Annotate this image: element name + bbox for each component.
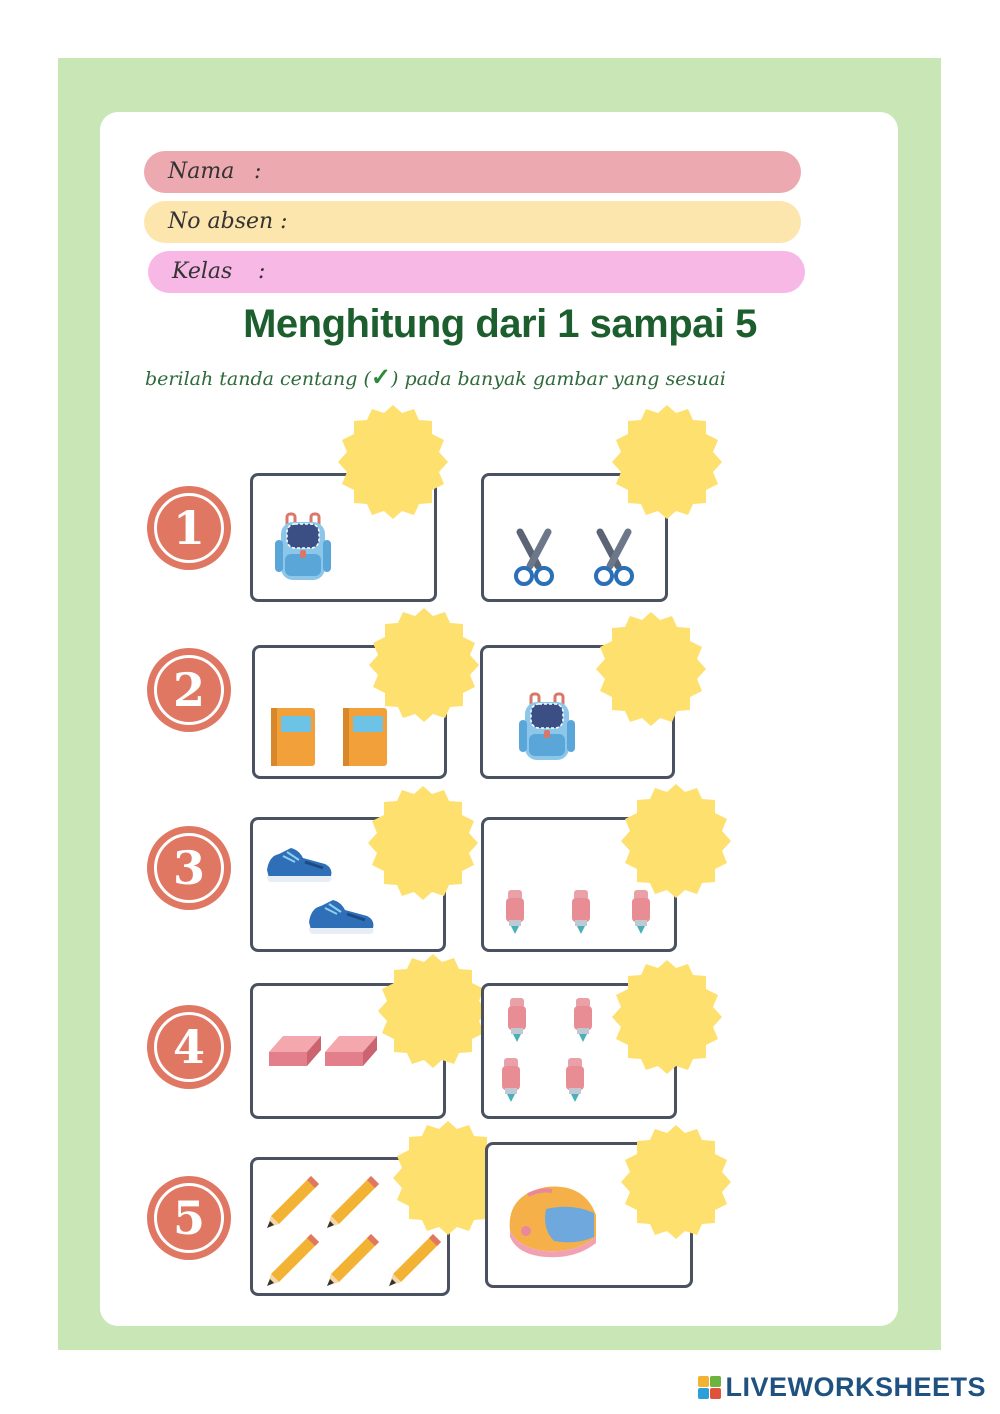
scissors-icon <box>508 528 560 586</box>
logo-mark-icon <box>698 1376 721 1399</box>
check-circle-3-right[interactable] <box>617 782 735 900</box>
check-circle-3-left[interactable] <box>364 784 482 902</box>
number-badge-5 <box>147 1176 231 1260</box>
check-circle-2-left[interactable] <box>365 606 483 724</box>
marker-icon <box>564 1058 586 1104</box>
number-badge-2 <box>147 648 231 732</box>
book-icon <box>269 704 317 768</box>
number-label: 4 <box>154 1012 224 1082</box>
helmet-icon <box>506 1179 600 1261</box>
check-circle-1-right[interactable] <box>608 403 726 521</box>
marker-icon <box>504 890 526 936</box>
liveworksheets-logo[interactable] <box>698 1372 986 1403</box>
check-circle-5-right[interactable] <box>617 1123 735 1241</box>
pencil-icon <box>265 1232 321 1288</box>
marker-icon <box>506 998 528 1044</box>
pencil-icon <box>265 1174 321 1230</box>
number-label: 1 <box>154 493 224 563</box>
eraser-icon <box>263 1030 325 1070</box>
pencil-icon <box>387 1232 443 1288</box>
instruction-after: ) pada banyak gambar yang sesuai <box>391 368 726 390</box>
marker-icon <box>572 998 594 1044</box>
check-circle-2-right[interactable] <box>592 610 710 728</box>
number-badge-3 <box>147 826 231 910</box>
kelas-colon: : <box>258 259 266 284</box>
page-title: Menghitung dari 1 sampai 5 <box>243 302 757 346</box>
kelas-label: Kelas <box>172 259 233 284</box>
kelas-field[interactable] <box>148 251 805 293</box>
pencil-icon <box>325 1174 381 1230</box>
check-circle-4-left[interactable] <box>374 952 492 1070</box>
number-badge-1 <box>147 486 231 570</box>
number-badge-4 <box>147 1005 231 1089</box>
instruction-text <box>145 362 785 391</box>
backpack-icon <box>517 690 577 766</box>
nama-field[interactable] <box>144 151 801 193</box>
marker-icon <box>500 1058 522 1104</box>
nama-label: Nama <box>168 159 235 184</box>
sneaker-icon <box>265 840 335 884</box>
pencil-icon <box>325 1232 381 1288</box>
instruction-before: berilah tanda centang ( <box>145 368 371 390</box>
backpack-icon <box>273 510 333 586</box>
no-absen-field[interactable] <box>144 201 801 243</box>
number-label: 3 <box>154 833 224 903</box>
eraser-icon <box>319 1030 381 1070</box>
check-circle-4-right[interactable] <box>608 958 726 1076</box>
number-label: 5 <box>154 1183 224 1253</box>
checkmark-icon: ✓ <box>370 362 392 391</box>
marker-icon <box>570 890 592 936</box>
scissors-icon <box>588 528 640 586</box>
number-label: 2 <box>154 655 224 725</box>
check-circle-1-left[interactable] <box>334 403 452 521</box>
no-absen-label: No absen : <box>168 209 288 234</box>
brand-name: LIVEWORKSHEETS <box>725 1372 986 1402</box>
nama-colon: : <box>254 159 262 184</box>
